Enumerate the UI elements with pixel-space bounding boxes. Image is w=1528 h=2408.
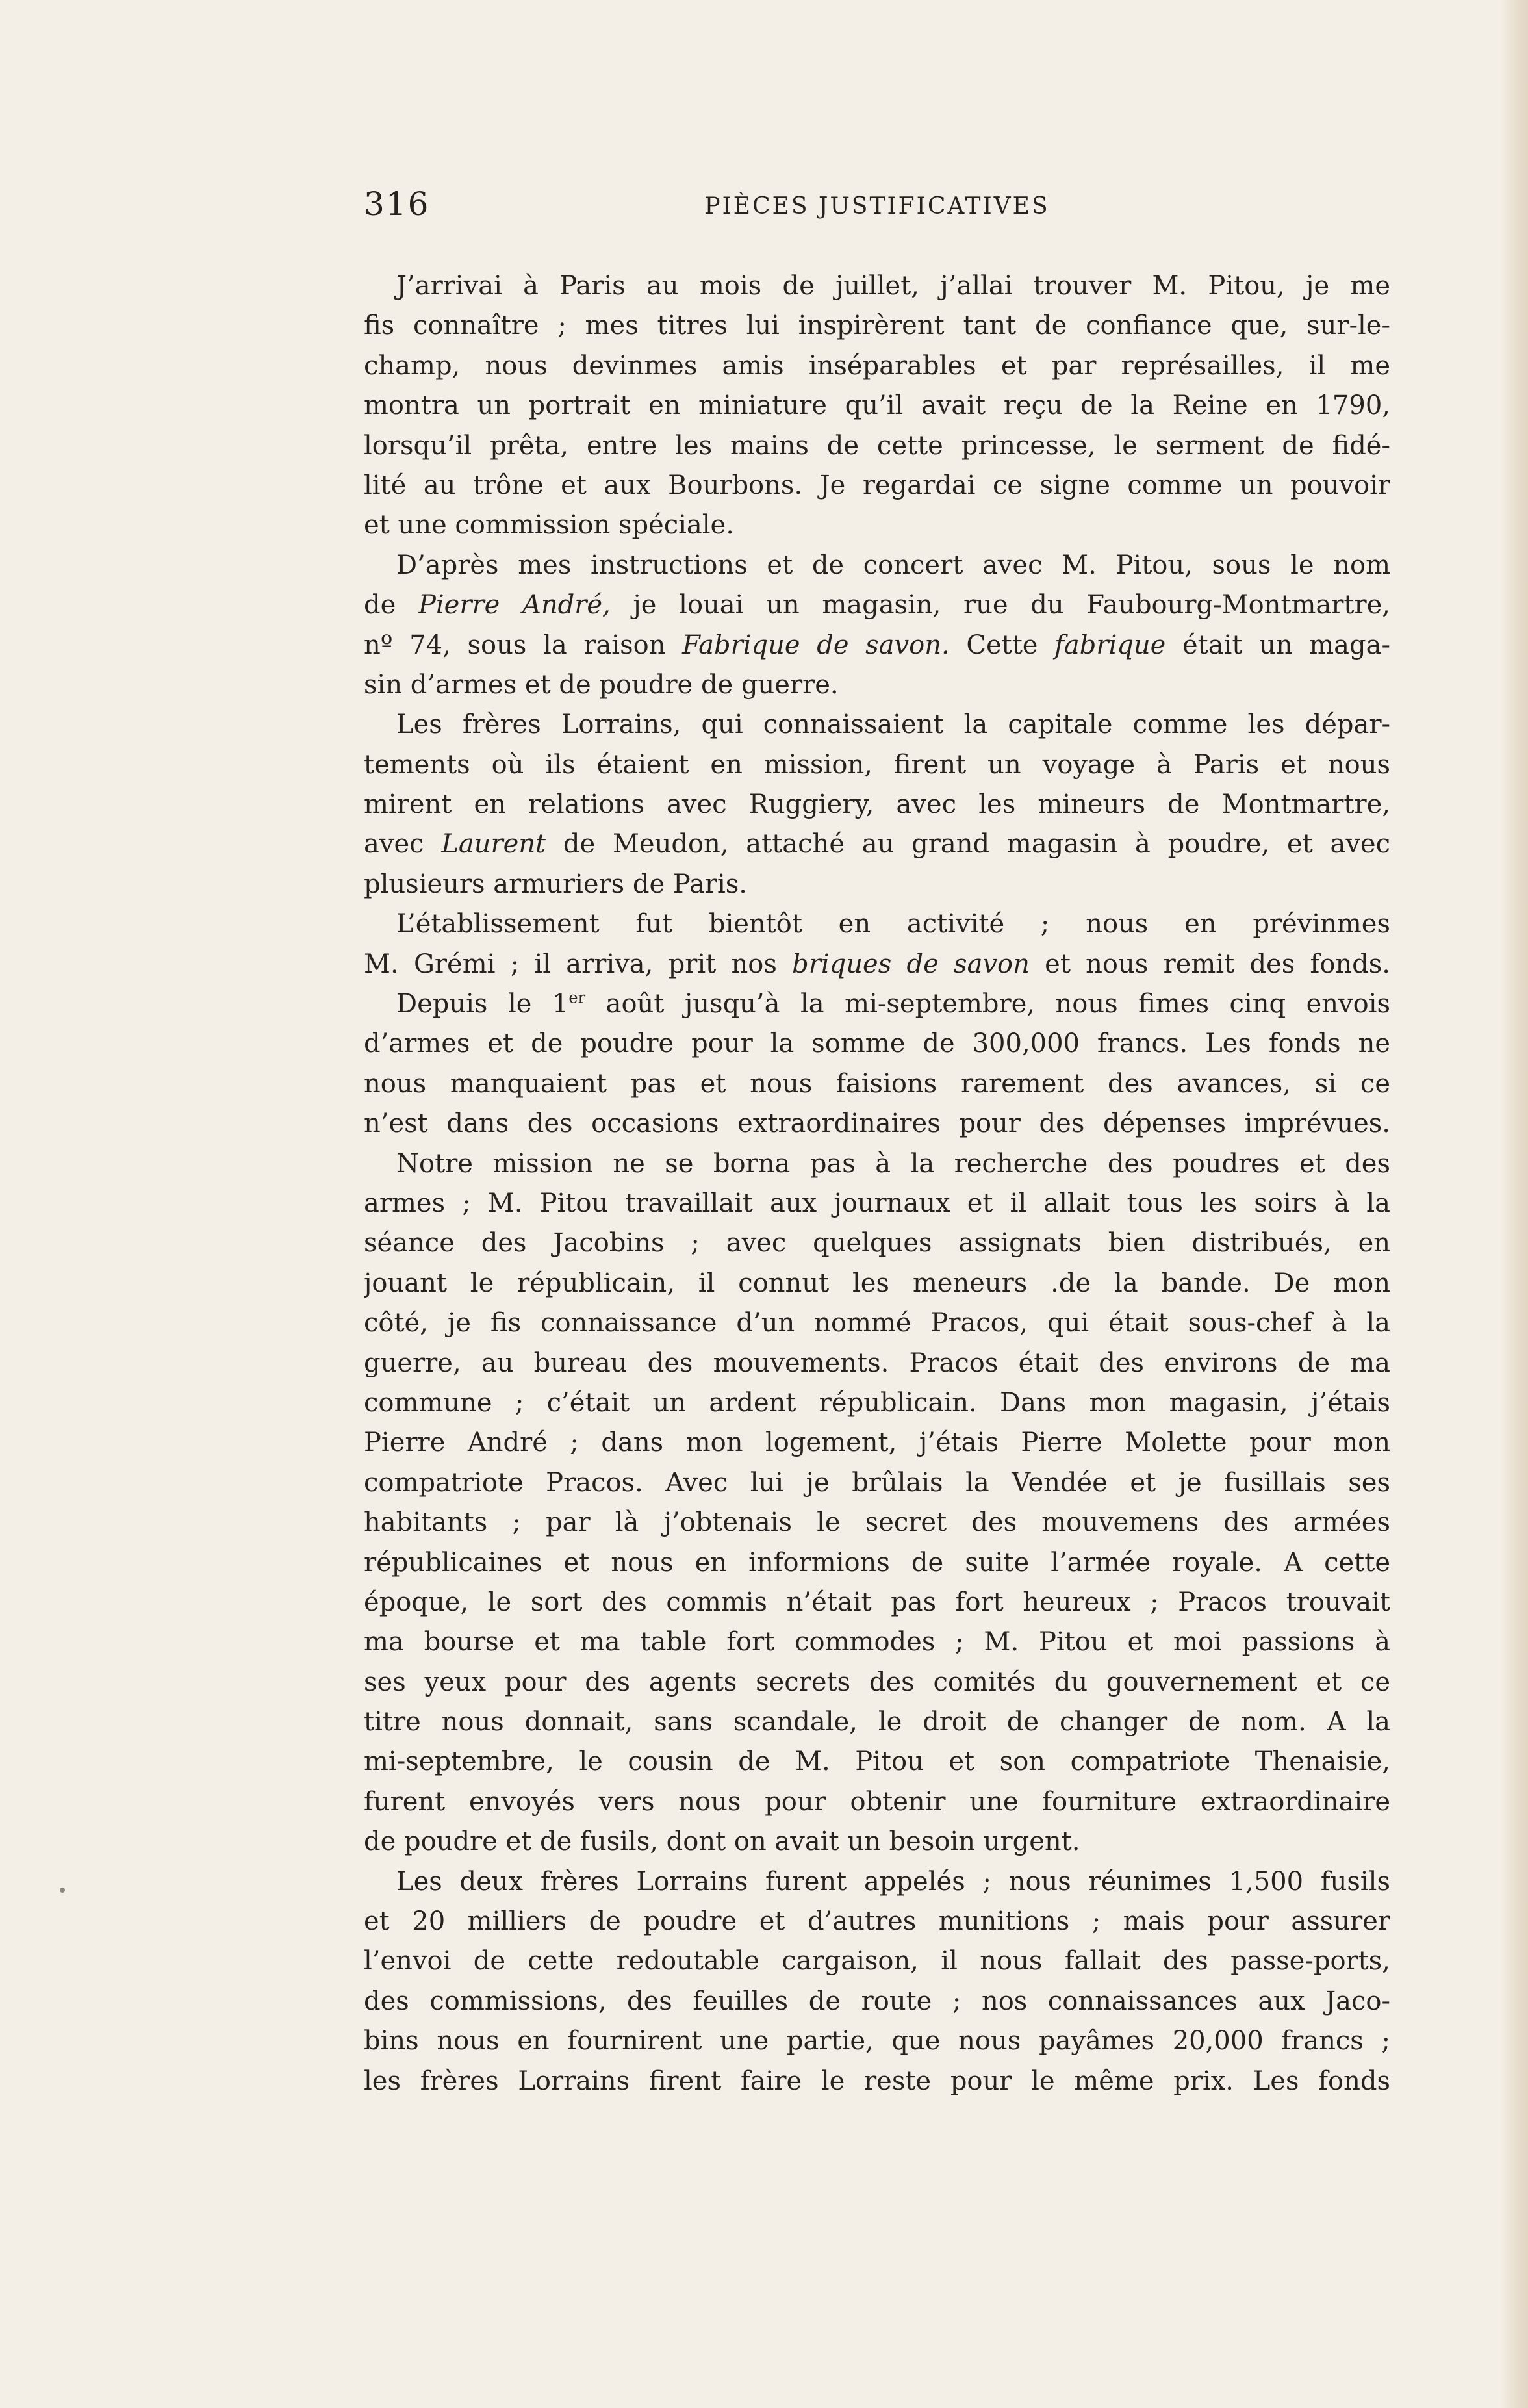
text-line: J’arrivai à Paris au mois de juillet, j’allai trouver M. Pitou, je me (396, 271, 1390, 301)
text-line: d’armes et de poudre pour la somme de 300,000 francs. Les fonds ne (364, 1029, 1390, 1059)
body-text (364, 266, 1390, 2101)
text-line: champ, nous devinmes amis inséparables et par représailles, il me (364, 350, 1390, 381)
text-line: époque, le sort des commis n’était pas fort heureux ; Pracos trouvait (364, 1587, 1390, 1617)
text-line: de Pierre André, je louai un magasin, rue du Faubourg-Montmartre, (364, 590, 1390, 621)
text-line: et une commission spéciale. (364, 510, 734, 541)
page-number: 316 (364, 185, 430, 223)
text-line: Pierre André ; dans mon logement, j’étais Pierre Molette pour mon (364, 1428, 1390, 1458)
text-line: républicaines et nous en informions de suite l’armée royale. A cette (364, 1547, 1390, 1578)
text-line: ma bourse et ma table fort commodes ; M. Pitou et moi passions à (364, 1627, 1390, 1658)
italic-text: Pierre André, (418, 590, 611, 621)
text-line: armes ; M. Pitou travaillait aux journaux et il allait tous les soirs à la (364, 1188, 1390, 1218)
italic-text: Fabrique de savon. (682, 630, 950, 660)
running-head (364, 185, 1390, 231)
running-title: PIÈCES JUSTIFICATIVES (704, 193, 1050, 220)
text-line: L’établissement fut bientôt en activité ; nous en prévinmes (396, 909, 1390, 940)
text-line: lité au trône et aux Bourbons. Je regardai ce signe comme un pouvoir (364, 470, 1390, 500)
text-line: lorsqu’il prêta, entre les mains de cette princesse, le serment de fidé- (364, 430, 1390, 461)
text-line: tements où ils étaient en mission, firent un voyage à Paris et nous (364, 749, 1390, 780)
superscript: er (568, 988, 586, 1007)
text-line: des commissions, des feuilles de route ; nos connaissances aux Jaco- (364, 1986, 1390, 2016)
text-line: commune ; c’était un ardent républicain. Dans mon magasin, j’étais (364, 1387, 1390, 1418)
italic-text: briques de savon (792, 949, 1030, 979)
text-line: avec Laurent de Meudon, attaché au grand magasin à poudre, et avec (364, 829, 1390, 860)
text-line: et 20 milliers de poudre et d’autres munitions ; mais pour assurer (364, 1906, 1390, 1937)
text-line: ses yeux pour des agents secrets des comités du gouvernement et ce (364, 1667, 1390, 1697)
text-line: titre nous donnait, sans scandale, le droit de changer de nom. A la (364, 1707, 1390, 1737)
text-line: guerre, au bureau des mouvements. Pracos était des environs de ma (364, 1348, 1390, 1378)
text-line: plusieurs armuriers de Paris. (364, 869, 747, 899)
text-line: furent envoyés vers nous pour obtenir une fourniture extraordinaire (364, 1786, 1390, 1817)
text-line: compatriote Pracos. Avec lui je brûlais la Vendée et je fusillais ses (364, 1467, 1390, 1498)
text-line: bins nous en fournirent une partie, que nous payâmes 20,000 francs ; (364, 2026, 1390, 2056)
text-line: séance des Jacobins ; avec quelques assignats bien distribués, en (364, 1228, 1390, 1259)
margin-mark (60, 1888, 65, 1893)
text-line: mi-septembre, le cousin de M. Pitou et son compatriote Thenaisie, (364, 1747, 1390, 1777)
text-line: les frères Lorrains firent faire le reste pour le même prix. Les fonds (364, 2066, 1390, 2096)
text-line: n’est dans des occasions extraordinaires pour des dépenses imprévues. (364, 1108, 1390, 1139)
text-line: habitants ; par là j’obtenais le secret des mouvemens des armées (364, 1507, 1390, 1538)
text-line: M. Grémi ; il arriva, prit nos briques de savon et nous remit des fonds. (364, 949, 1390, 979)
text-line: montra un portrait en miniature qu’il avait reçu de la Reine en 1790, (364, 391, 1390, 421)
text-line: mirent en relations avec Ruggiery, avec les mineurs de Montmartre, (364, 789, 1390, 820)
text-line: Notre mission ne se borna pas à la recherche des poudres et des (396, 1148, 1390, 1179)
text-line: Les deux frères Lorrains furent appelés ; nous réunimes 1,500 fusils (396, 1866, 1390, 1897)
italic-text: Laurent (441, 829, 546, 860)
text-line: sin d’armes et de poudre de guerre. (364, 669, 839, 700)
text-line: Les frères Lorrains, qui connaissaient la capitale comme les dépar- (396, 710, 1390, 740)
text-line: jouant le républicain, il connut les meneurs .de la bande. De mon (364, 1268, 1390, 1298)
text-line: l’envoi de cette redoutable cargaison, il nous fallait des passe-ports, (364, 1946, 1390, 1977)
text-line: fis connaître ; mes titres lui inspirèrent tant de confiance que, sur-le- (364, 311, 1390, 341)
text-line: de poudre et de fusils, dont on avait un besoin urgent. (364, 1826, 1080, 1857)
text-line: nous manquaient pas et nous faisions rarement des avances, si ce (364, 1068, 1390, 1099)
text-line: Depuis le 1er août jusqu’à la mi-septembre, nous fimes cinq envois (396, 988, 1390, 1019)
text-line: nº 74, sous la raison Fabrique de savon. Cette fabrique était un maga- (364, 630, 1390, 660)
italic-text: fabrique (1054, 630, 1166, 660)
text-line: D’après mes instructions et de concert avec M. Pitou, sous le nom (396, 550, 1390, 580)
text-line: côté, je fis connaissance d’un nommé Pracos, qui était sous-chef à la (364, 1308, 1390, 1338)
